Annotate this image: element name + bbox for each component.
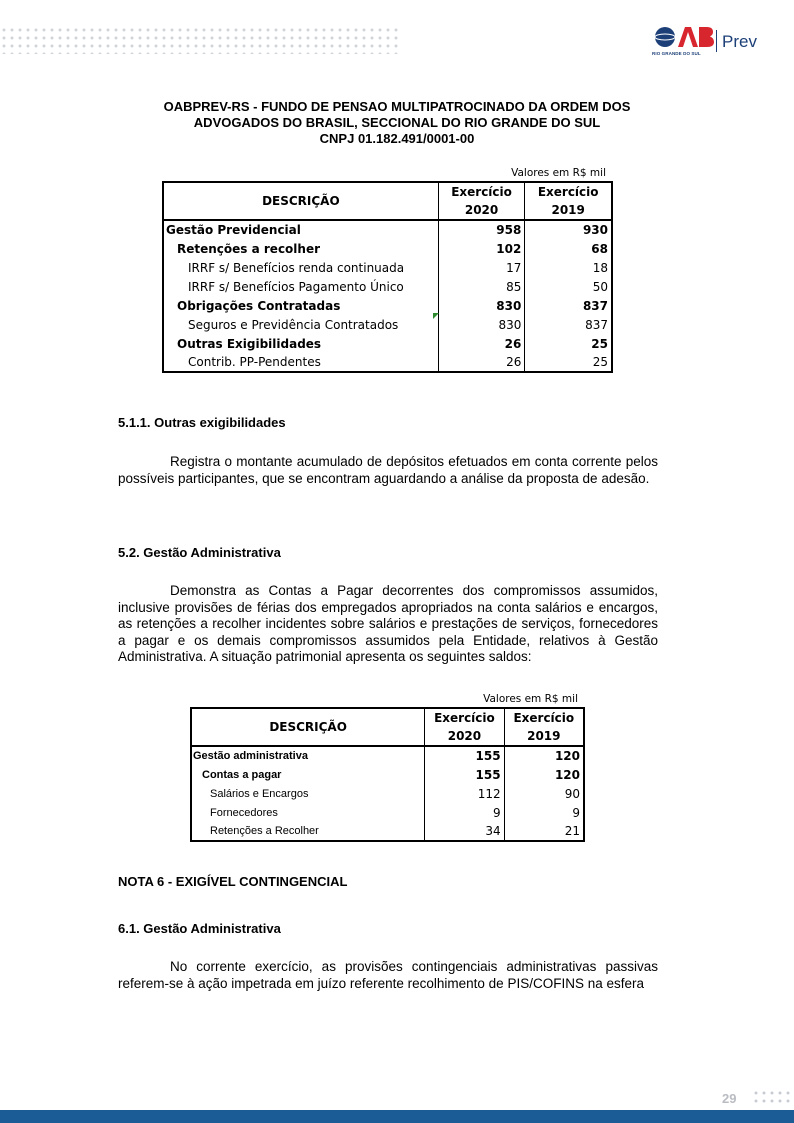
table1-row-label: Obrigações Contratadas — [163, 296, 438, 315]
page-number: 29 — [722, 1091, 737, 1106]
table-row — [163, 258, 612, 277]
table1-row-label: IRRF s/ Benefícios renda continuada — [163, 258, 438, 277]
header-dots-decoration — [0, 26, 400, 54]
cell-comment-marker-icon — [433, 313, 439, 319]
table1-row-label: IRRF s/ Benefícios Pagamento Único — [163, 277, 438, 296]
table2-header-exercicio-a: Exercício — [425, 708, 504, 727]
table1-row-value-2020: 830 — [438, 296, 525, 315]
table-row — [191, 746, 584, 765]
table1-row-value-2020: 85 — [438, 277, 525, 296]
table2-row-value-2019: 120 — [504, 746, 584, 765]
table2-row-value-2020: 112 — [425, 784, 504, 803]
table2-row-value-2020: 155 — [425, 765, 504, 784]
table2-row-value-2019: 120 — [504, 765, 584, 784]
table2-row-label: Fornecedores — [191, 803, 425, 822]
table1-row-value-2019: 25 — [525, 334, 612, 353]
logo-subtitle: RIO GRANDE DO SUL — [652, 51, 701, 56]
table1-row-label-cell — [163, 315, 438, 334]
section-6-1-paragraph: No corrente exercício, as provisões contingenciais administrativas passivas referem-se à ação impetrada em juízo referente recolhimento de PIS/COFINS na esfera — [118, 959, 658, 991]
table-row — [163, 239, 612, 258]
table1-row-value-2020: 830 — [438, 315, 525, 334]
table2-row-value-2020: 34 — [425, 822, 504, 841]
table1-row-value-2019: 837 — [525, 296, 612, 315]
oab-logo-icon — [654, 26, 714, 48]
table1-row-value-2019: 837 — [525, 315, 612, 334]
nota-6-heading: NOTA 6 - EXIGÍVEL CONTINGENCIAL — [118, 874, 348, 889]
section-6-1-heading: 6.1. Gestão Administrativa — [118, 921, 281, 936]
table2-unit-label: Valores em R$ mil — [483, 693, 578, 705]
table1-row-label: Contrib. PP-Pendentes — [163, 353, 438, 372]
logo-prev-text: Prev — [722, 32, 757, 51]
table1-row-label: Gestão Previdencial — [163, 220, 438, 239]
table1-header-exercicio-b: Exercício — [525, 182, 612, 201]
table2-row-value-2020: 155 — [425, 746, 504, 765]
table2-row-label: Contas a pagar — [191, 765, 425, 784]
table2-row-value-2019: 21 — [504, 822, 584, 841]
table1-header-exercicio-a: Exercício — [438, 182, 525, 201]
table2-row-value-2019: 9 — [504, 803, 584, 822]
table-gestao-previdencial — [162, 181, 613, 373]
table1-row-value-2019: 18 — [525, 258, 612, 277]
table1-unit-label: Valores em R$ mil — [511, 167, 606, 179]
table1-row-label: Seguros e Previdência Contratados — [188, 317, 399, 332]
table1-row-value-2020: 102 — [438, 239, 525, 258]
table1-row-label: Outras Exigibilidades — [163, 334, 438, 353]
table1-row-value-2019: 25 — [525, 353, 612, 372]
table2-row-value-2020: 9 — [425, 803, 504, 822]
table1-row-value-2019: 930 — [525, 220, 612, 239]
title-line-2: ADVOGADOS DO BRASIL, SECCIONAL DO RIO GRANDE DO SUL — [193, 115, 601, 130]
footer-bar — [0, 1110, 794, 1123]
table1-header-year-a: 2020 — [438, 201, 525, 220]
table1-row-value-2020: 17 — [438, 258, 525, 277]
table-row — [163, 353, 612, 372]
logo-separator — [716, 30, 717, 52]
table2-row-label: Gestão administrativa — [191, 746, 425, 765]
table-row — [191, 784, 584, 803]
table2-header-year-b: 2019 — [504, 727, 584, 746]
table1-row-label: Retenções a recolher — [163, 239, 438, 258]
section-5-1-1-heading: 5.1.1. Outras exigibilidades — [118, 415, 286, 430]
table1-row-value-2019: 68 — [525, 239, 612, 258]
table-row — [191, 803, 584, 822]
table1-row-value-2019: 50 — [525, 277, 612, 296]
table1-row-value-2020: 26 — [438, 353, 525, 372]
table1-header-descricao: DESCRIÇÃO — [163, 182, 438, 220]
table1-row-value-2020: 26 — [438, 334, 525, 353]
table2-header-descricao: DESCRIÇÃO — [191, 708, 425, 746]
table-row — [163, 315, 612, 334]
table-row — [163, 334, 612, 353]
table1-row-value-2020: 958 — [438, 220, 525, 239]
table-gestao-administrativa — [190, 707, 585, 842]
oab-prev-logo — [652, 24, 764, 60]
section-5-1-1-paragraph: Registra o montante acumulado de depósitos efetuados em conta corrente pelos possíveis participantes, que se encontram aguardando a análise da proposta de adesão. — [118, 454, 658, 486]
table1-header-year-b: 2019 — [525, 201, 612, 220]
title-line-1: OABPREV-RS - FUNDO DE PENSAO MULTIPATROCINADO DA ORDEM DOS — [163, 99, 631, 114]
table-row — [191, 822, 584, 841]
document-title — [110, 99, 684, 147]
table2-header-exercicio-b: Exercício — [504, 708, 584, 727]
table-row — [163, 220, 612, 239]
footer-dots-decoration — [752, 1089, 792, 1105]
section-5-2-paragraph: Demonstra as Contas a Pagar decorrentes dos compromissos assumidos, inclusive provisões de férias dos empregados apropriados na conta salários e encargos, as retenções a recolher incidentes sobre salários e prestações de serviços, fornecedores a pagar e os demais compromissos assumidos pela Entidade, relativos à Gestão Administrativa. A situação patrimonial apresenta os seguintes saldos: — [118, 583, 658, 664]
table2-row-label: Retenções a Recolher — [191, 822, 425, 841]
table-row — [163, 296, 612, 315]
table2-row-value-2019: 90 — [504, 784, 584, 803]
table-row — [163, 277, 612, 296]
section-5-2-heading: 5.2. Gestão Administrativa — [118, 545, 281, 560]
title-line-3: CNPJ 01.182.491/0001-00 — [319, 131, 475, 146]
table2-header-year-a: 2020 — [425, 727, 504, 746]
table2-row-label: Salários e Encargos — [191, 784, 425, 803]
table-row — [191, 765, 584, 784]
